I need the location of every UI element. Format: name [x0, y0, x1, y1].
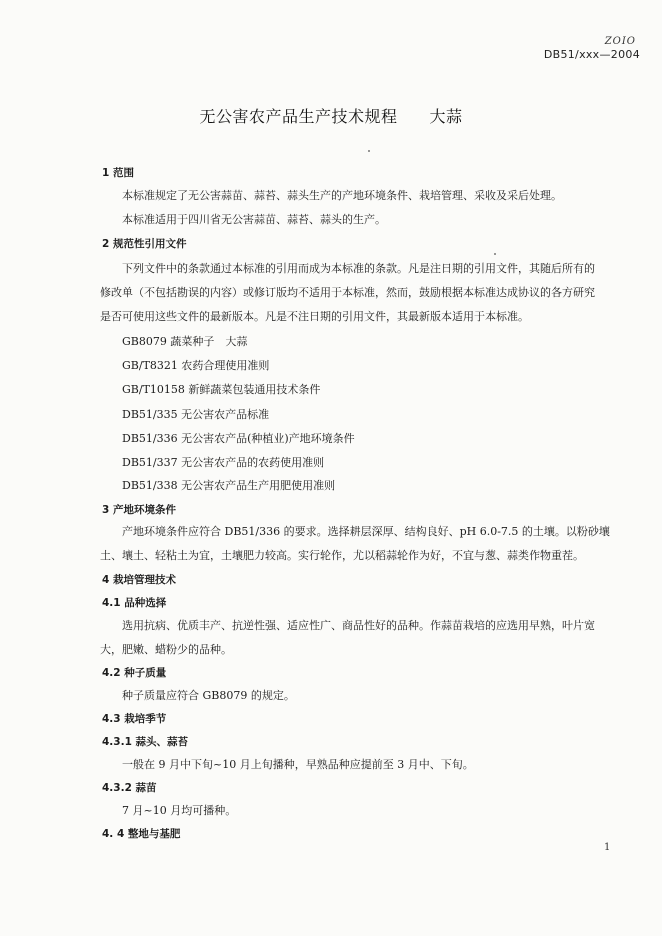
section-4-3-1-paragraph: 一般在 9 月中下旬~10 月上旬播种，早熟品种应提前至 3 月中、下旬。: [122, 758, 474, 771]
section-1-heading: 1 范围: [102, 167, 134, 179]
title-main: 无公害农产品生产技术规程: [199, 107, 398, 126]
section-4-1-paragraph-line-1: 选用抗病、优质丰产、抗逆性强、适应性广、商品性好的品种。作蒜苗栽培的应选用早熟，叶片宽: [122, 619, 595, 632]
section-4-2-paragraph: 种子质量应符合 GB8079 的规定。: [122, 689, 295, 702]
page-number: 1: [604, 842, 611, 853]
section-4-2-heading: 4.2 种子质量: [102, 667, 167, 679]
section-2-paragraph-line-1: 下列文件中的条款通过本标准的引用而成为本标准的条款。凡是注日期的引用文件，其随后所有的: [122, 262, 595, 275]
title-sub: 大蒜: [429, 107, 463, 126]
section-3-heading: 3 产地环境条件: [102, 504, 176, 516]
reference-item: GB/T10158 新鲜蔬菜包装通用技术条件: [122, 383, 321, 396]
reference-item: DB51/336 无公害农产品(种植业)产地环境条件: [122, 432, 355, 445]
section-2-heading: 2 规范性引用文件: [102, 238, 187, 250]
section-4-1-paragraph-line-2: 大，肥嫩、蜡粉少的品种。: [100, 643, 232, 656]
reference-item: GB8079 蔬菜种子 大蒜: [122, 335, 248, 348]
section-1-paragraph-1: 本标准规定了无公害蒜苗、蒜苔、蒜头生产的产地环境条件、栽培管理、采收及采后处理。: [122, 189, 562, 202]
scan-speck: [368, 150, 370, 152]
handwritten-note: ZOIO: [604, 36, 636, 47]
section-4-3-heading: 4.3 栽培季节: [102, 713, 167, 725]
section-4-1-heading: 4.1 品种选择: [102, 597, 167, 609]
scan-speck: [494, 253, 496, 255]
reference-item: DB51/335 无公害农产品标准: [122, 408, 270, 421]
section-2-paragraph-line-2: 修改单（不包括勘误的内容）或修订版均不适用于本标准，然而，鼓励根据本标准达成协议的各方研究: [100, 286, 595, 299]
section-1-paragraph-2: 本标准适用于四川省无公害蒜苗、蒜苔、蒜头的生产。: [122, 213, 386, 226]
section-3-paragraph-line-1: 产地环境条件应符合 DB51/336 的要求。选择耕层深厚、结构良好、pH 6.0-7.5 的土壤。以粉砂壤: [122, 525, 610, 538]
reference-item: DB51/338 无公害农产品生产用肥使用准则: [122, 479, 336, 492]
section-4-heading: 4 栽培管理技术: [102, 574, 176, 586]
page-title: [0, 104, 662, 127]
reference-item: GB/T8321 农药合理使用准则: [122, 359, 270, 372]
section-4-3-1-heading: 4.3.1 蒜头、蒜苔: [102, 736, 189, 748]
section-4-4-heading: 4. 4 整地与基肥: [102, 828, 181, 840]
document-code: DB51/xxx—2004: [543, 48, 640, 61]
reference-item: DB51/337 无公害农产品的农药使用准则: [122, 456, 325, 469]
section-2-paragraph-line-3: 是否可使用这些文件的最新版本。凡是不注日期的引用文件，其最新版本适用于本标准。: [100, 310, 529, 323]
section-4-3-2-heading: 4.3.2 蒜苗: [102, 782, 157, 794]
section-3-paragraph-line-2: 土、壤土、轻粘土为宜，土壤肥力较高。实行轮作，尤以稻蒜轮作为好，不宜与葱、蒜类作物重茬。: [100, 549, 584, 562]
section-4-3-2-paragraph: 7 月~10 月均可播种。: [122, 804, 237, 817]
